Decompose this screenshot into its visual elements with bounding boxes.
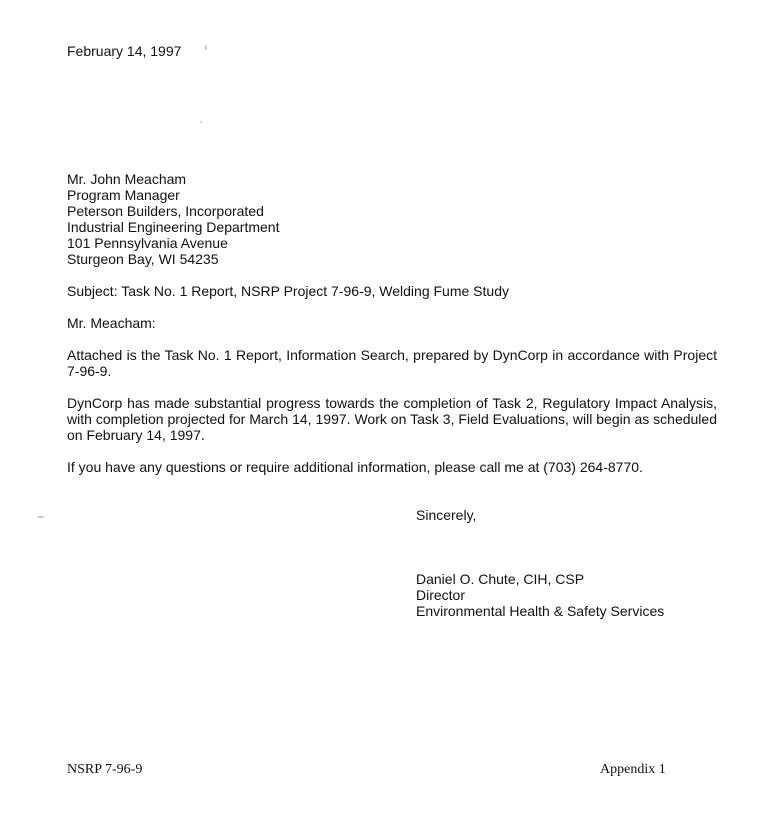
letter-date: February 14, 1997	[67, 43, 182, 59]
body-paragraph-1: Attached is the Task No. 1 Report, Information Search, prepared by DynCorp in accordance with Project 7-96-9.	[67, 347, 717, 379]
closing: Sincerely,	[416, 507, 477, 523]
subject-line: Subject: Task No. 1 Report, NSRP Project 7-96-9, Welding Fume Study	[67, 283, 509, 299]
body-paragraph-2: DynCorp has made substantial progress towards the completion of Task 2, Regulatory Impact Analysis, with completion projected for March 14, 1997. Work on Task 3, Field Evaluations, will begin as scheduled on February 14, 1997.	[67, 395, 717, 443]
recipient-company: Peterson Builders, Incorporated	[67, 203, 264, 219]
recipient-street: 101 Pennsylvania Avenue	[67, 235, 228, 251]
recipient-address	[67, 171, 279, 267]
scan-speck	[205, 45, 207, 50]
signer-name: Daniel O. Chute, CIH, CSP	[416, 571, 585, 587]
signer-department: Environmental Health & Safety Services	[416, 603, 665, 619]
recipient-city: Sturgeon Bay, WI 54235	[67, 251, 219, 267]
scan-speck	[37, 516, 44, 518]
recipient-name: Mr. John Meacham	[67, 171, 187, 187]
body-paragraph-3: If you have any questions or require additional information, please call me at (703) 264-8770.	[67, 459, 643, 475]
signature-block	[416, 571, 664, 619]
scan-speck	[200, 121, 202, 123]
salutation: Mr. Meacham:	[67, 315, 156, 331]
footer-project-number: NSRP 7-96-9	[67, 762, 143, 777]
signer-title: Director	[416, 587, 466, 603]
footer-appendix: Appendix 1	[600, 762, 666, 777]
recipient-department: Industrial Engineering Department	[67, 219, 280, 235]
recipient-title: Program Manager	[67, 187, 180, 203]
